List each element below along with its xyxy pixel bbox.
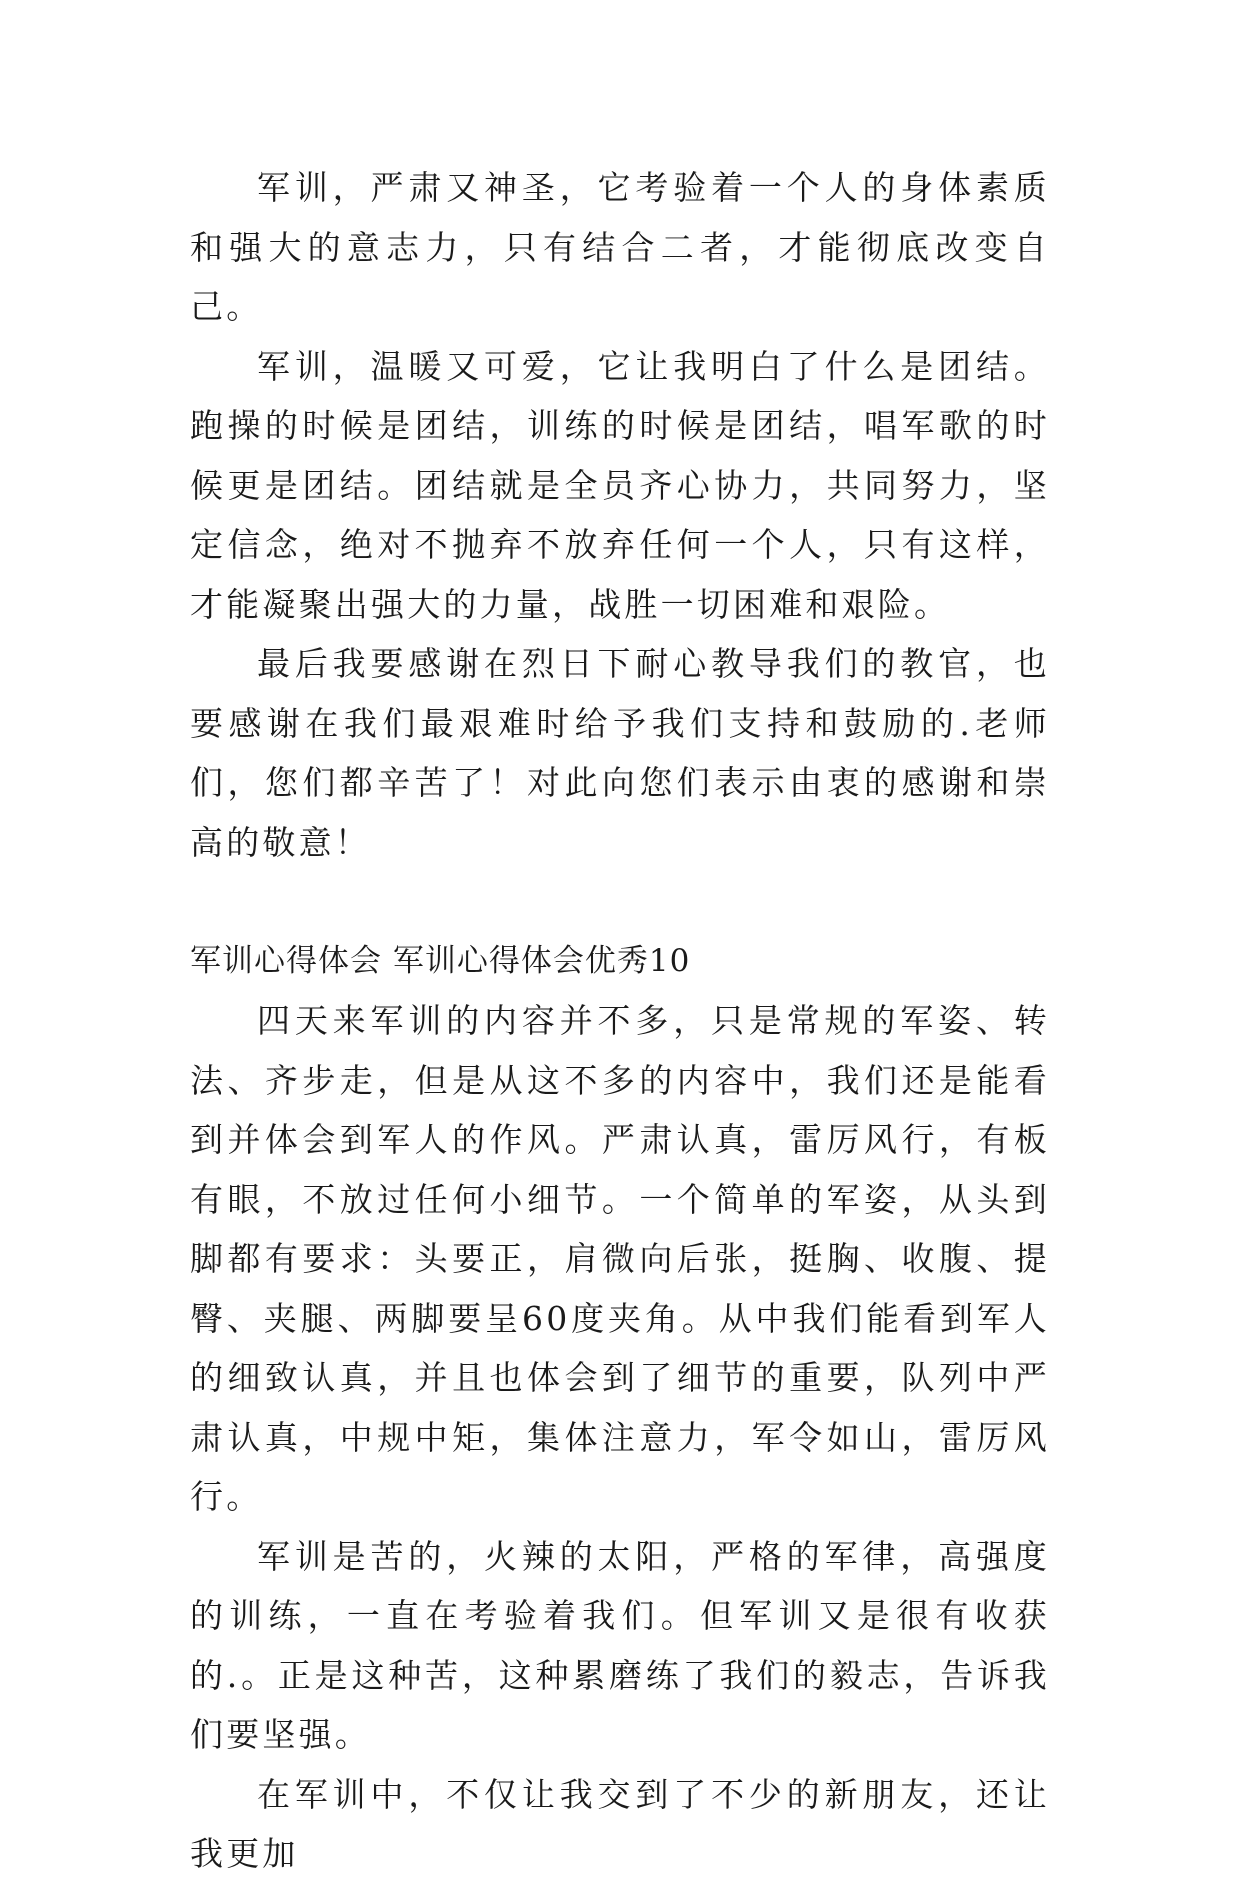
document-body <box>190 158 1050 1884</box>
paragraph-training-is-hard: 军训是苦的，火辣的太阳，严格的军律，高强度的训练，一直在考验着我们。但军训又是很有收获的.。正是这种苦，这种累磨练了我们的毅志，告诉我们要坚强。 <box>190 1536 1050 1754</box>
paragraph-military-training-unity: 军训，温暖又可爱，它让我明白了什么是团结。跑操的时候是团结，训练的时候是团结，唱军歌的时候更是团结。团结就是全员齐心协力，共同努力，坚定信念，绝对不抛弃不放弃任何一个人，只有这样，才能凝聚出强大的力量，战胜一切困难和艰险。 <box>190 346 1050 624</box>
paragraph-four-days-training: 四天来军训的内容并不多，只是常规的军姿、转法、齐步走，但是从这不多的内容中，我们还是能看到并体会到军人的作风。严肃认真，雷厉风行，有板有眼，不放过任何小细节。一个简单的军姿，从头到脚都有要求：头要正，肩微向后张，挺胸、收腹、提臀、夹腿、两脚要呈60度夹角。从中我们能看到军人的细致认真，并且也体会到了细节的重要，队列中严肃认真，中规中矩，集体注意力，军令如山，雷厉风行。 <box>190 1001 1050 1516</box>
section-spacer <box>190 872 1050 932</box>
section-heading: 军训心得体会 军训心得体会优秀10 <box>190 942 691 979</box>
paragraph-military-training-solemn: 军训，严肃又神圣，它考验着一个人的身体素质和强大的意志力，只有结合二者，才能彻底改变自己。 <box>190 168 1050 326</box>
paragraph-thanks-instructors: 最后我要感谢在烈日下耐心教导我们的教官，也要感谢在我们最艰难时给予我们支持和鼓励的.老师们，您们都辛苦了！对此向您们表示由衷的感谢和崇高的敬意！ <box>190 644 1050 862</box>
paragraph-new-friends: 在军训中，不仅让我交到了不少的新朋友，还让我更加 <box>190 1774 1050 1873</box>
